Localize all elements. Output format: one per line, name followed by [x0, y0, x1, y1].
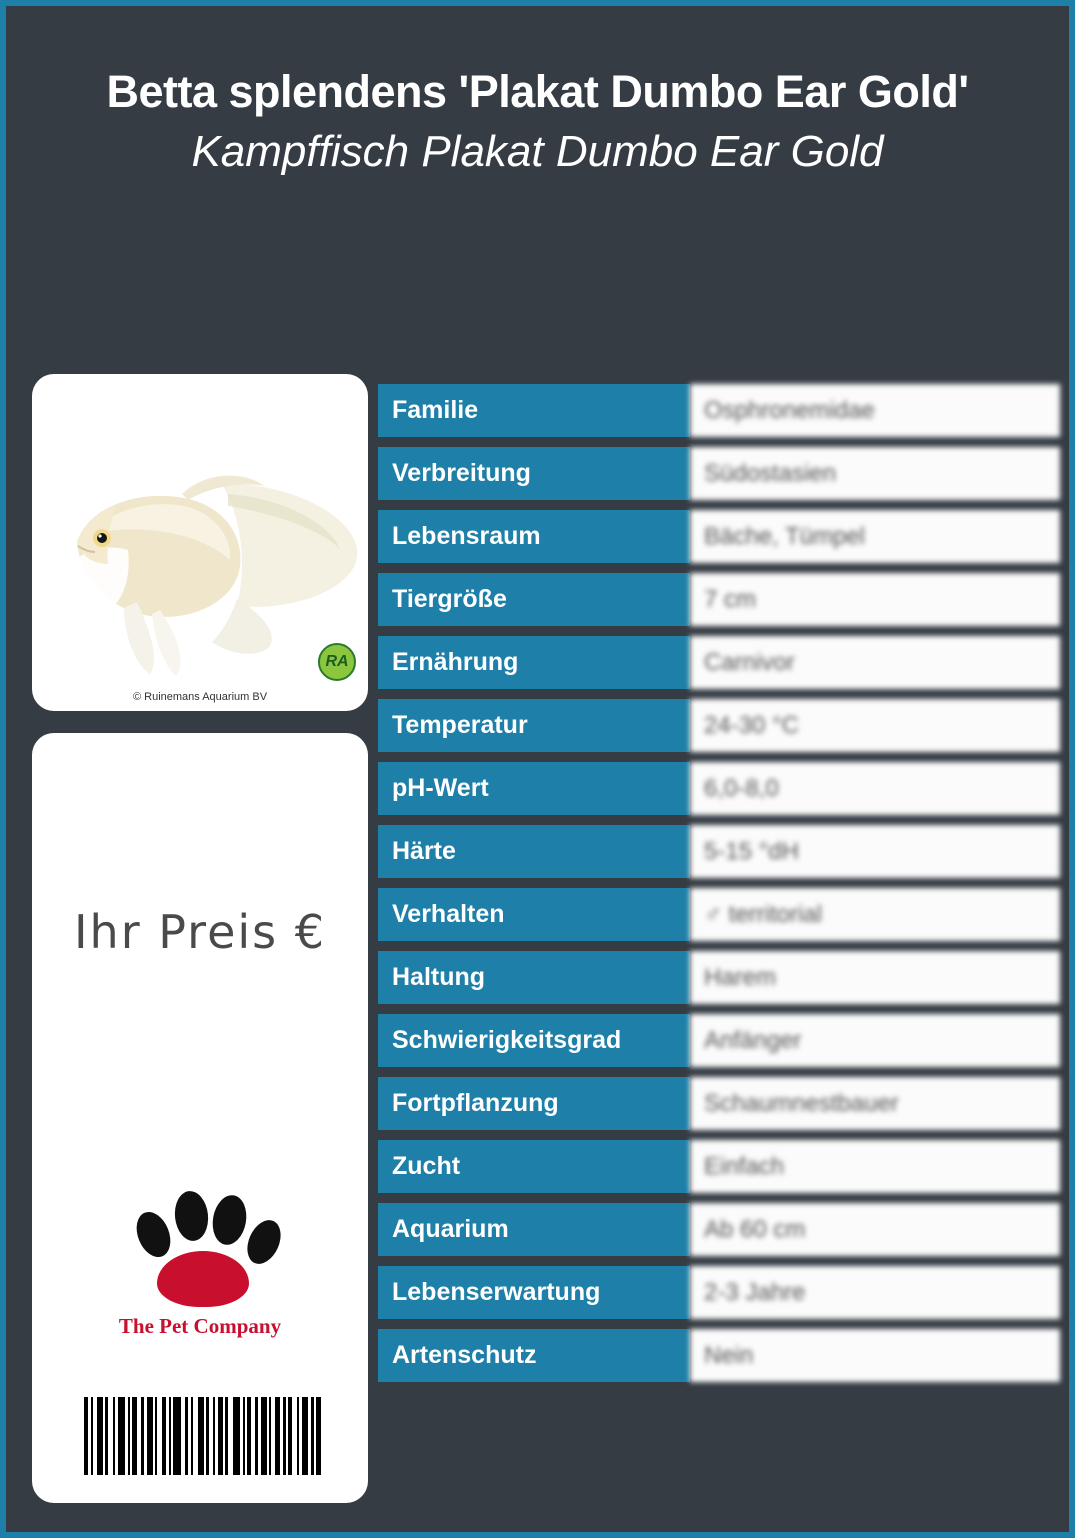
attribute-label: Zucht — [378, 1140, 690, 1193]
photo-copyright: © Ruinemans Aquarium BV — [132, 691, 268, 703]
paw-icon — [115, 1183, 285, 1308]
table-row — [378, 1266, 1060, 1319]
attribute-label: Familie — [378, 384, 690, 437]
ruinemans-logo-icon: RA — [318, 643, 356, 681]
attribute-value: Ab 60 cm — [690, 1203, 1060, 1256]
header — [6, 6, 1069, 179]
attribute-value: 2-3 Jahre — [690, 1266, 1060, 1319]
left-column — [32, 374, 368, 1503]
attribute-label: Schwierigkeitsgrad — [378, 1014, 690, 1067]
attribute-value: Südostasien — [690, 447, 1060, 500]
attribute-label: Härte — [378, 825, 690, 878]
attribute-value: 6,0-8,0 — [690, 762, 1060, 815]
attribute-label: pH-Wert — [378, 762, 690, 815]
table-row — [378, 762, 1060, 815]
table-row — [378, 384, 1060, 437]
attribute-label: Fortpflanzung — [378, 1077, 690, 1130]
table-row — [378, 699, 1060, 752]
company-name: The Pet Company — [118, 1314, 282, 1338]
table-row — [378, 1140, 1060, 1193]
table-row — [378, 1014, 1060, 1067]
attribute-value: Osphronemidae — [690, 384, 1060, 437]
attribute-value: 24-30 °C — [690, 699, 1060, 752]
attribute-value: Nein — [690, 1329, 1060, 1382]
fish-photo-card — [32, 374, 368, 711]
table-row — [378, 825, 1060, 878]
attribute-label: Ernährung — [378, 636, 690, 689]
price-label: Ihr Preis € — [73, 905, 327, 959]
attribute-label: Artenschutz — [378, 1329, 690, 1382]
attribute-label: Lebenserwartung — [378, 1266, 690, 1319]
table-row — [378, 510, 1060, 563]
table-row — [378, 951, 1060, 1004]
table-row — [378, 888, 1060, 941]
barcode — [84, 1397, 352, 1475]
attribute-value: ♂ territorial — [690, 888, 1060, 941]
page-title-latin: Betta splendens 'Plakat Dumbo Ear Gold' — [106, 66, 969, 117]
attribute-value: 7 cm — [690, 573, 1060, 626]
table-row — [378, 1077, 1060, 1130]
attribute-label: Aquarium — [378, 1203, 690, 1256]
attribute-label: Temperatur — [378, 699, 690, 752]
table-row — [378, 1329, 1060, 1382]
attribute-table — [378, 384, 1060, 1392]
attribute-label: Verhalten — [378, 888, 690, 941]
table-row — [378, 573, 1060, 626]
page-title-common: Kampffisch Plakat Dumbo Ear Gold — [191, 126, 884, 176]
pet-company-logo — [32, 1183, 368, 1339]
attribute-value: Einfach — [690, 1140, 1060, 1193]
table-row — [378, 1203, 1060, 1256]
attribute-label: Lebensraum — [378, 510, 690, 563]
attribute-value: Bäche, Tümpel — [690, 510, 1060, 563]
table-row — [378, 447, 1060, 500]
attribute-value: Schaumnestbauer — [690, 1077, 1060, 1130]
attribute-value: 5-15 °dH — [690, 825, 1060, 878]
attribute-value: Harem — [690, 951, 1060, 1004]
attribute-label: Verbreitung — [378, 447, 690, 500]
attribute-label: Haltung — [378, 951, 690, 1004]
table-row — [378, 636, 1060, 689]
attribute-label: Tiergröße — [378, 573, 690, 626]
attribute-value: Anfänger — [690, 1014, 1060, 1067]
price-card — [32, 733, 368, 1503]
attribute-value: Carnivor — [690, 636, 1060, 689]
